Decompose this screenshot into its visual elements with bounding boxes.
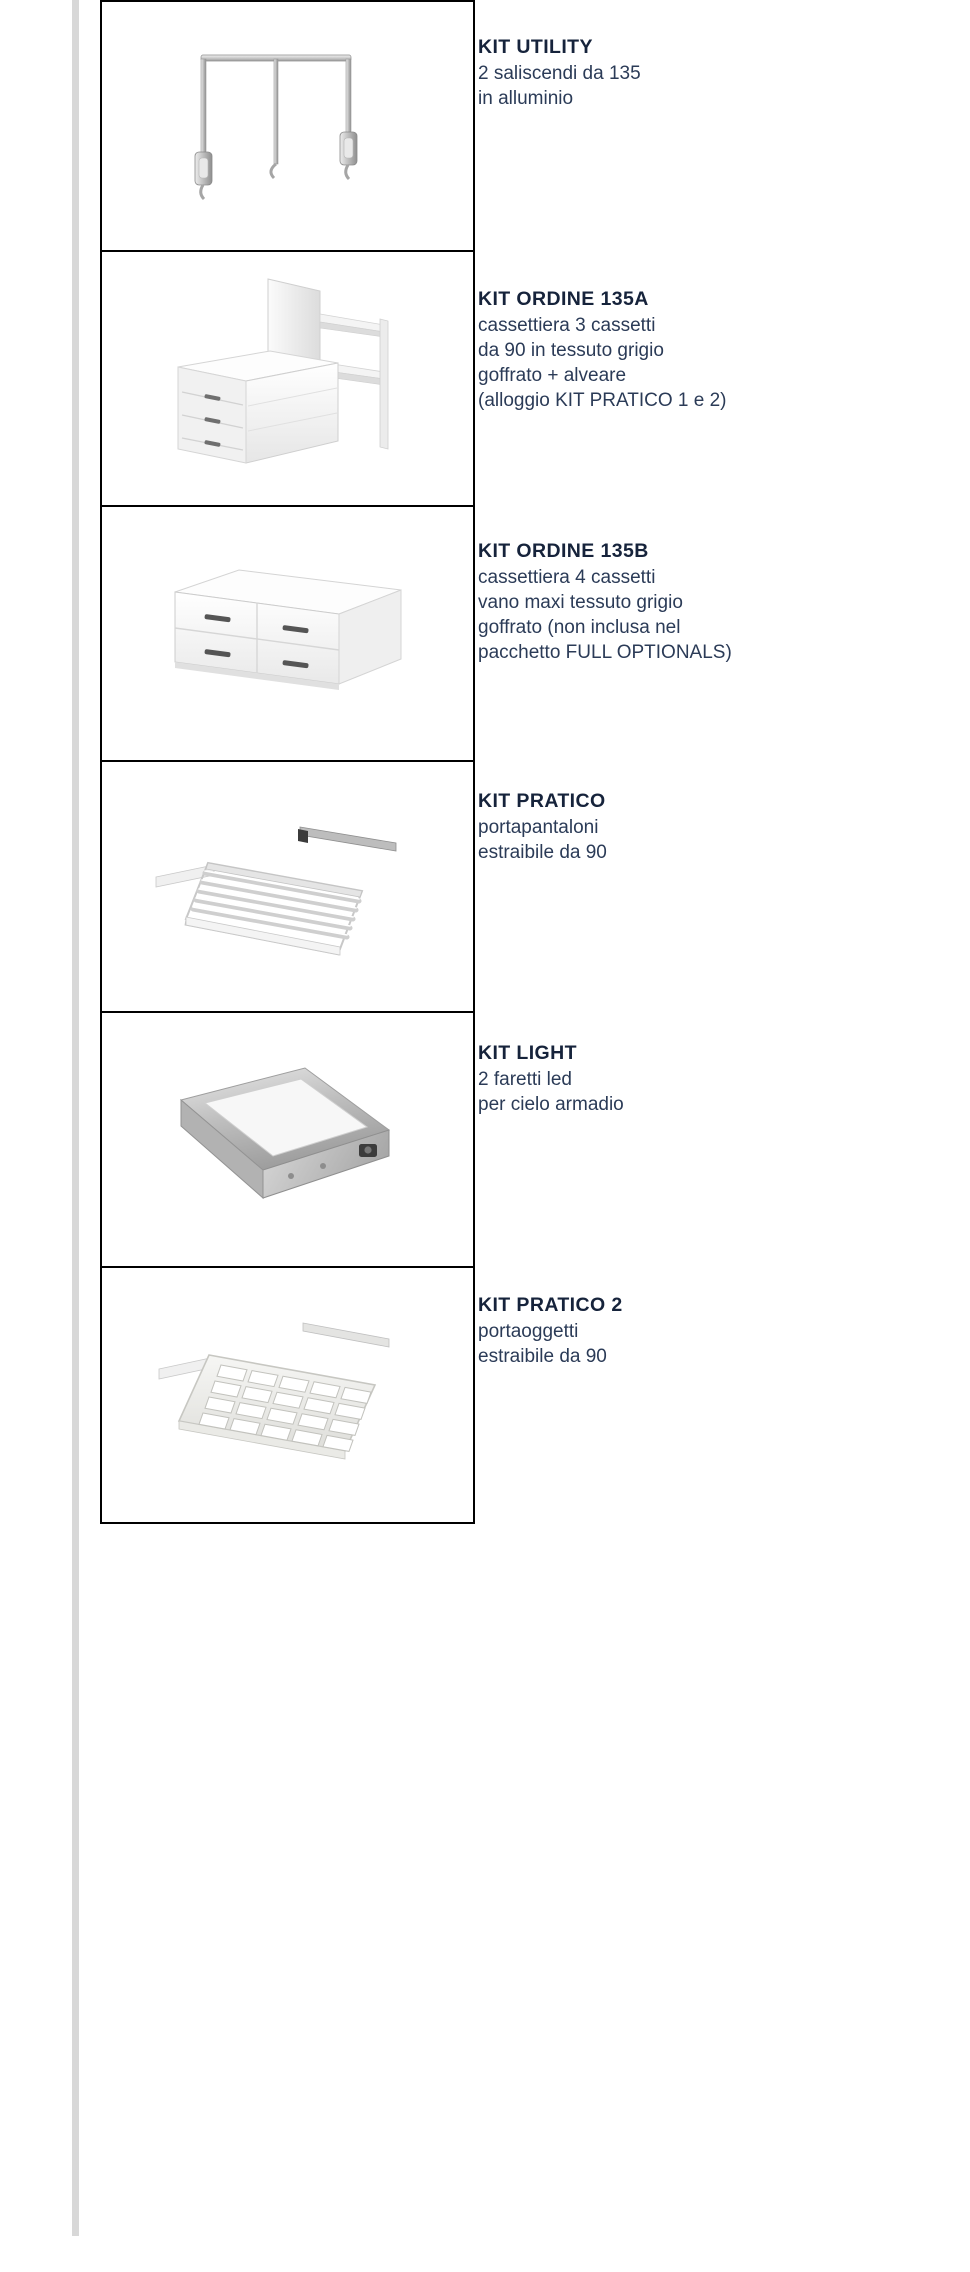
kit-pratico-text <box>478 790 607 865</box>
kit-light-image-cell <box>101 1012 474 1267</box>
table-row <box>101 1012 474 1267</box>
table-row <box>101 1267 474 1523</box>
kit-ordine-135b-line-2: vano maxi tessuto grigio <box>478 592 683 613</box>
kit-pratico-2-title: KIT PRATICO 2 <box>478 1294 623 1316</box>
kit-ordine-135a-title: KIT ORDINE 135A <box>478 288 649 310</box>
kit-pratico-2-image-cell <box>101 1267 474 1523</box>
kit-pratico-line-1: portapantaloni <box>478 817 599 838</box>
kit-utility-text <box>478 36 641 111</box>
kit-ordine-135b-note-2: pacchetto FULL OPTIONALS) <box>478 642 732 663</box>
kit-pratico-2-text <box>478 1294 623 1369</box>
four-drawer-unit-illustration <box>102 534 473 734</box>
table-row <box>101 506 474 761</box>
kit-ordine-135a-line-2: da 90 in tessuto grigio <box>478 340 664 361</box>
kit-light-line-1: 2 faretti led <box>478 1069 572 1090</box>
kit-ordine-135b-title: KIT ORDINE 135B <box>478 540 649 562</box>
kit-utility-image-cell <box>101 1 474 251</box>
kit-ordine-135a-image-cell <box>101 251 474 506</box>
kit-light-text <box>478 1042 624 1117</box>
kit-utility-line-1: 2 saliscendi da 135 <box>478 63 641 84</box>
page-left-rule <box>72 0 79 2236</box>
pull-out-accessory-tray-illustration <box>102 1305 473 1485</box>
kit-light-line-2: per cielo armadio <box>478 1094 624 1115</box>
kit-ordine-135a-text <box>478 288 727 413</box>
kit-options-table <box>100 0 475 1524</box>
kit-ordine-135a-line-1: cassettiera 3 cassetti <box>478 315 656 336</box>
kit-pratico-title: KIT PRATICO <box>478 790 606 812</box>
pull-out-trouser-rack-illustration <box>102 799 473 974</box>
kit-pratico-image-cell <box>101 761 474 1012</box>
kit-ordine-135a-note: (alloggio KIT PRATICO 1 e 2) <box>478 390 727 411</box>
kit-pratico-2-line-2: estraibile da 90 <box>478 1346 607 1367</box>
led-spotlight-bar-illustration <box>102 1052 473 1227</box>
kit-light-title: KIT LIGHT <box>478 1042 577 1064</box>
kit-utility-title: KIT UTILITY <box>478 36 593 58</box>
kit-pratico-line-2: estraibile da 90 <box>478 842 607 863</box>
kit-utility-line-2: in alluminio <box>478 88 574 109</box>
table-row <box>101 1 474 251</box>
table-row <box>101 251 474 506</box>
kit-ordine-135b-note: goffrato (non inclusa nel <box>478 617 681 638</box>
kit-ordine-135b-text <box>478 540 732 665</box>
kit-ordine-135b-image-cell <box>101 506 474 761</box>
kit-ordine-135a-line-3: goffrato + alveare <box>478 365 627 386</box>
three-drawer-chest-illustration <box>102 259 473 499</box>
kit-pratico-2-line-1: portaoggetti <box>478 1321 579 1342</box>
wardrobe-lift-rail-illustration <box>102 19 473 234</box>
table-row <box>101 761 474 1012</box>
kit-ordine-135b-line-1: cassettiera 4 cassetti <box>478 567 656 588</box>
